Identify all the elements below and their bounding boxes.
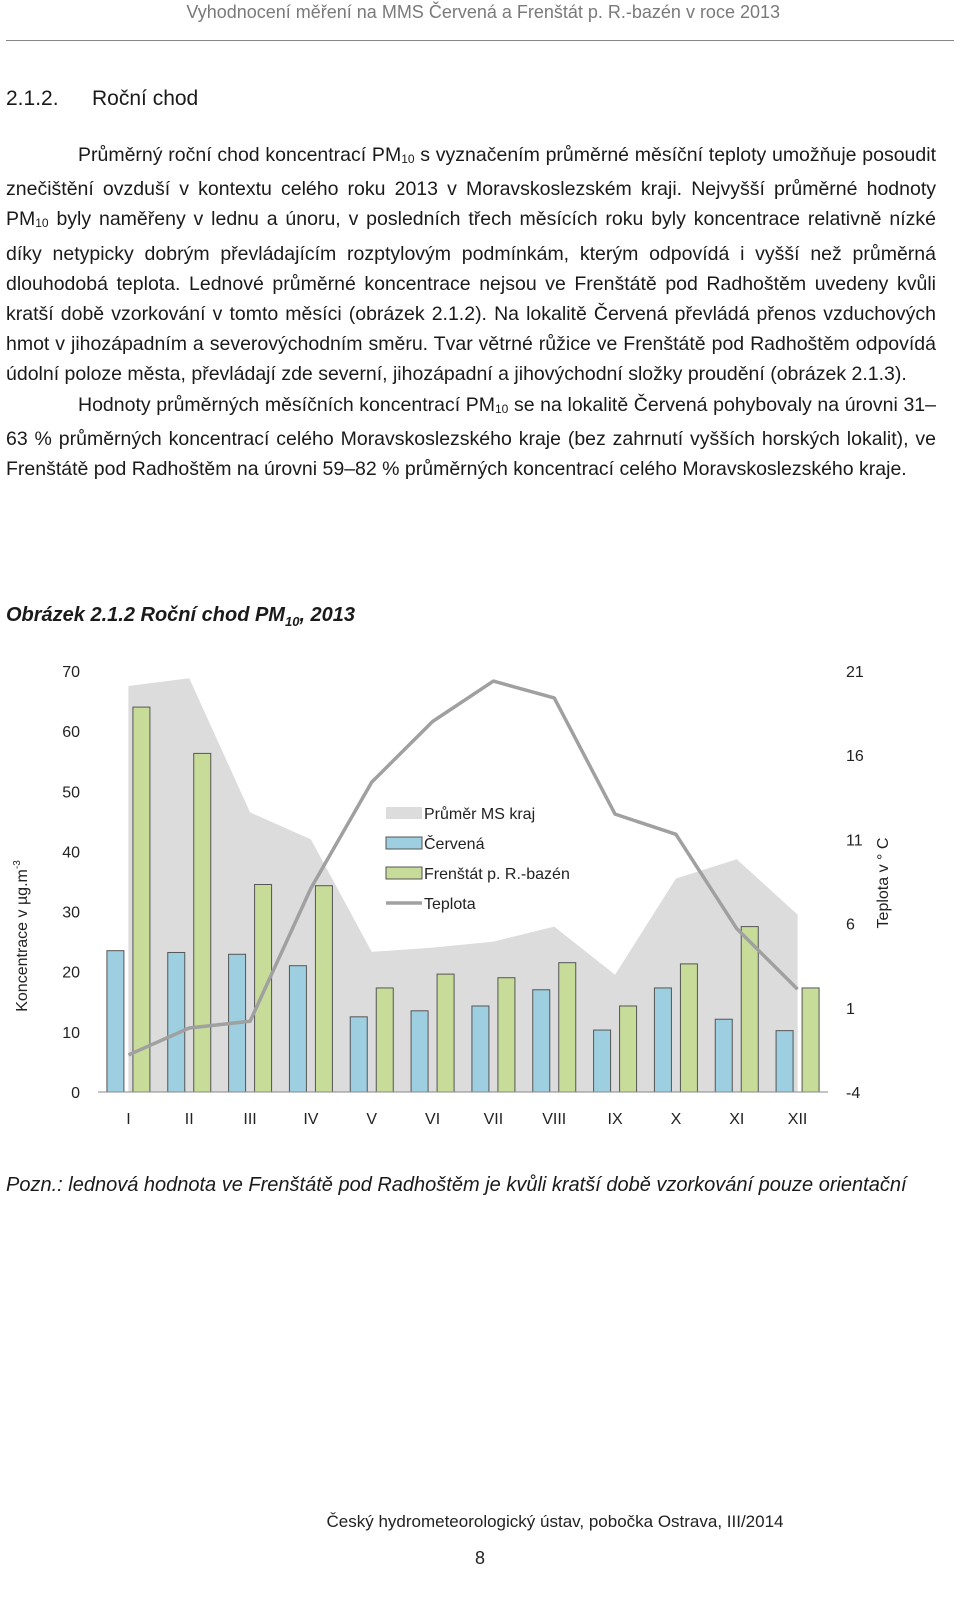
x-tick-label-II: II	[184, 1111, 194, 1128]
y2-axis-title: Teplota v ° C	[875, 837, 892, 929]
paragraph-2-part-b: se na lokalitě Červená pohybovaly na úrovni 31–63 % průměrných koncentrací celého Moravskoslezského kraje (bez zahrnutí vyšších horských lokalit), ve Frenštátě pod Radhoštěm na úrovni 59–82 % průměrných koncentrací celého Moravskoslezského kraje.	[6, 393, 936, 481]
paragraph-2-part-a: Hodnoty průměrných měsíčních koncentrací PM	[78, 393, 495, 416]
bar-cervena-VIII	[533, 990, 550, 1092]
bar-cervena-II	[168, 952, 185, 1092]
figure-caption	[6, 604, 355, 629]
y2-tick-label: 1	[846, 1000, 855, 1018]
bar-frenstat-V	[376, 988, 393, 1092]
bar-cervena-XII	[776, 1031, 793, 1092]
y-axis-title	[12, 860, 31, 1012]
bar-frenstat-IX	[620, 1006, 637, 1092]
page-number: 8	[474, 1548, 485, 1568]
header-divider	[6, 40, 954, 41]
figure-caption-part-a: Obrázek 2.1.2 Roční chod PM	[6, 604, 285, 626]
bar-cervena-IV	[289, 966, 306, 1092]
pm-subscript: 10	[35, 216, 49, 231]
y-tick-label: 60	[62, 724, 80, 742]
legend-swatch-frenstat	[386, 867, 422, 879]
section-number: 2.1.2.	[6, 87, 59, 110]
chart-svg	[0, 650, 960, 1150]
x-tick-label-VIII: VIII	[542, 1111, 567, 1128]
y-tick-label: 20	[62, 964, 80, 982]
figure-caption-part-b: , 2013	[299, 604, 356, 626]
bar-cervena-XI	[715, 1019, 732, 1092]
bar-frenstat-X	[680, 964, 697, 1092]
bar-cervena-VII	[472, 1006, 489, 1092]
bar-cervena-X	[654, 988, 671, 1092]
page-header	[0, 0, 960, 40]
bar-frenstat-VIII	[559, 963, 576, 1092]
bar-cervena-VI	[411, 1011, 428, 1092]
legend-label: Červená	[424, 836, 485, 853]
y-axis-title-text: Koncentrace v µg.m	[14, 869, 31, 1012]
x-tick-label-IV: IV	[303, 1111, 319, 1128]
legend-label: Průměr MS kraj	[424, 806, 536, 823]
bar-frenstat-IV	[315, 886, 332, 1092]
bar-frenstat-I	[133, 707, 150, 1092]
bar-frenstat-VII	[498, 978, 515, 1092]
bar-frenstat-II	[194, 753, 211, 1092]
x-tick-label-X: X	[670, 1111, 682, 1128]
y-tick-label: 30	[62, 904, 80, 922]
x-tick-label-XII: XII	[787, 1111, 808, 1128]
section-title: Roční chod	[92, 87, 199, 110]
y2-tick-label: -4	[846, 1085, 861, 1102]
body-text	[6, 140, 936, 484]
bar-frenstat-XI	[741, 927, 758, 1092]
paragraph-1-part-b: s vyznačením průměrné měsíční teploty umožňuje posoudit znečištění ovzduší v kontextu celého roku 2013 v Moravskoslezském kraji. Nejvyšší průměrné hodnoty PM	[6, 144, 936, 231]
figure-note: Pozn.: lednová hodnota ve Frenštátě pod Radhoštěm je kvůli kratší době vzorkování pouze orientační	[6, 1174, 907, 1196]
bar-cervena-I	[107, 951, 124, 1092]
legend-swatch-ms-kraj	[386, 807, 422, 819]
y2-tick-label: 6	[846, 916, 855, 934]
x-tick-label-III: III	[243, 1111, 257, 1128]
y2-tick-label: 11	[846, 832, 863, 850]
x-tick-label-VI: VI	[425, 1111, 441, 1128]
y2-tick-label: 21	[846, 664, 864, 681]
y-tick-label: 50	[62, 784, 80, 802]
legend-swatch-cervena	[386, 837, 422, 849]
bar-cervena-IX	[594, 1030, 611, 1092]
legend-label: Frenštát p. R.-bazén	[424, 866, 570, 883]
figure-caption-subscript: 10	[284, 614, 300, 629]
paragraph-2	[6, 390, 936, 485]
section-heading	[6, 87, 198, 111]
y-tick-label: 70	[62, 664, 80, 681]
y-axis-title-superscript: -3	[12, 860, 23, 870]
x-tick-label-XI: XI	[729, 1111, 745, 1128]
footer-institution: Český hydrometeorologický ústav, pobočka Ostrava, III/2014	[326, 1512, 784, 1531]
y2-tick-label: 16	[846, 748, 864, 766]
x-tick-label-IX: IX	[607, 1111, 623, 1128]
x-tick-label-I: I	[126, 1111, 131, 1128]
bar-cervena-V	[350, 1017, 367, 1092]
chart	[0, 650, 960, 1150]
paragraph-1-part-c: byly naměřeny v lednu a únoru, v posledních třech měsících roku byly koncentrace relativně nízké díky netypicky dobrým převládajícím rozptylovým podmínkám, kterým odpovídá i vyšší než průměrná dlouhodobá teplota. Lednové průměrné koncentrace nejsou ve Frenštátě pod Radhoštěm uvedeny kvůli kratší době vzorkování v tomto měsíci (obrázek 2.1.2). Na lokalitě Červená převládá přenos vzduchových hmot v jihozápadním a severovýchodním směru. Tvar větrné růžice ve Frenštátě pod Radhoštěm odpovídá údolní poloze města, převládají zde severní, jihozápadní a jihovýchodní složky proudění (obrázek 2.1.3).	[6, 208, 936, 386]
bar-frenstat-VI	[437, 974, 454, 1092]
bar-frenstat-XII	[802, 988, 819, 1092]
y-tick-label: 40	[62, 844, 80, 862]
bar-frenstat-III	[255, 885, 272, 1092]
x-tick-label-V: V	[366, 1111, 378, 1128]
pm-subscript: 10	[401, 152, 415, 166]
pm-subscript: 10	[494, 401, 509, 416]
legend-label: Teplota	[424, 896, 476, 913]
paragraph-1-part-a: Průměrný roční chod koncentrací PM	[78, 144, 402, 166]
header-title: Vyhodnocení měření na MMS Červená a Frenštát p. R.-bazén v roce 2013	[186, 2, 780, 22]
y-tick-label: 0	[71, 1085, 80, 1102]
x-tick-label-VII: VII	[483, 1111, 504, 1128]
y-tick-label: 10	[62, 1024, 80, 1042]
paragraph-1	[6, 140, 936, 390]
